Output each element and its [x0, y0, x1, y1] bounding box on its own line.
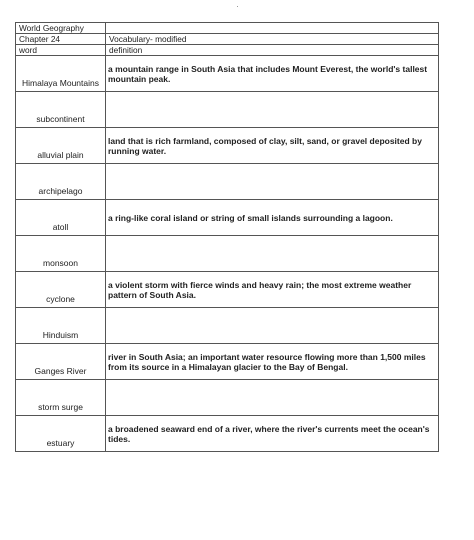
table-row — [16, 308, 439, 344]
header-empty-cell — [106, 23, 439, 34]
table-row — [16, 92, 439, 128]
chapter-label: Chapter 24 — [16, 34, 106, 45]
table-row — [16, 236, 439, 272]
definition-cell: river in South Asia; an important water resource flowing more than 1,500 miles from its source in a Himalayan glacier to the Bay of Bengal. — [106, 344, 439, 380]
definition-cell — [106, 92, 439, 128]
term-cell: storm surge — [16, 380, 106, 416]
definition-cell: a broadened seaward end of a river, where the river's currents meet the ocean's tides. — [106, 416, 439, 452]
term-cell: Himalaya Mountains — [16, 56, 106, 92]
definition-cell: land that is rich farmland, composed of clay, silt, sand, or gravel deposited by running water. — [106, 128, 439, 164]
header-row-columns — [16, 45, 439, 56]
definition-cell: a violent storm with fierce winds and heavy rain; the most extreme weather pattern of South Asia. — [106, 272, 439, 308]
table-row — [16, 272, 439, 308]
term-cell: atoll — [16, 200, 106, 236]
term-cell: alluvial plain — [16, 128, 106, 164]
definition-cell: a mountain range in South Asia that includes Mount Everest, the world's tallest mountain peak. — [106, 56, 439, 92]
column-header-word: word — [16, 45, 106, 56]
term-cell: archipelago — [16, 164, 106, 200]
term-cell: subcontinent — [16, 92, 106, 128]
definition-cell — [106, 308, 439, 344]
term-cell: monsoon — [16, 236, 106, 272]
table-row — [16, 56, 439, 92]
header-row-chapter — [16, 34, 439, 45]
table-row — [16, 344, 439, 380]
scan-speck — [237, 6, 238, 7]
table-row — [16, 128, 439, 164]
definition-cell — [106, 380, 439, 416]
table-row — [16, 164, 439, 200]
definition-cell: a ring-like coral island or string of small islands surrounding a lagoon. — [106, 200, 439, 236]
vocabulary-table — [15, 22, 439, 452]
term-cell: estuary — [16, 416, 106, 452]
term-cell: Ganges River — [16, 344, 106, 380]
table-row — [16, 200, 439, 236]
header-row-course — [16, 23, 439, 34]
column-header-definition: definition — [106, 45, 439, 56]
definition-cell — [106, 236, 439, 272]
term-cell: cyclone — [16, 272, 106, 308]
definition-cell — [106, 164, 439, 200]
course-title: World Geography — [16, 23, 106, 34]
term-cell: Hinduism — [16, 308, 106, 344]
sheet-title: Vocabulary- modified — [106, 34, 439, 45]
table-row — [16, 380, 439, 416]
table-row — [16, 416, 439, 452]
